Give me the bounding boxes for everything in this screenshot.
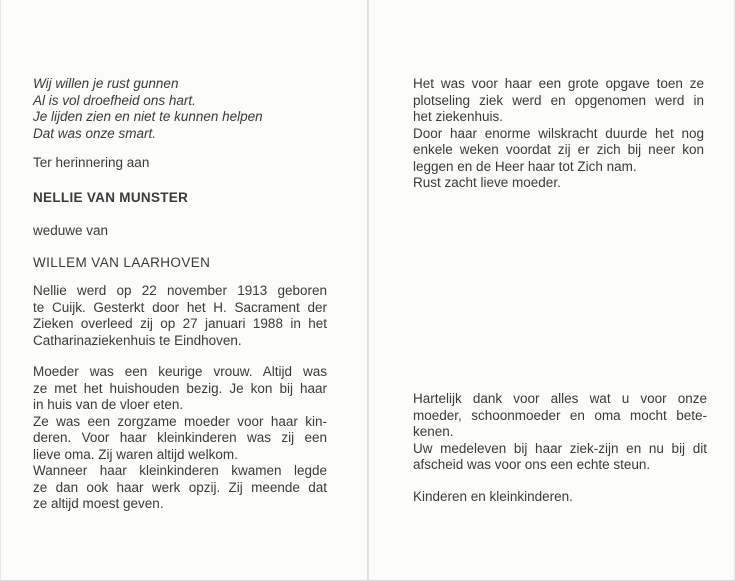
illness-line: plotseling ziek werd en opgenomen werd in (413, 92, 704, 108)
thanks-paragraph (413, 391, 707, 474)
character-line: ze altijd moest geven. (33, 496, 164, 511)
illness-line: leggen en de Heer haar tot Zich nam. (413, 158, 637, 174)
character-line: Ze was een zorgzame moeder voor haar kin- (33, 413, 327, 429)
husband-name: WILLEM VAN LAARHOVEN (33, 255, 211, 270)
illness-line: enkele weken voordat zij er zich bij neer kon (413, 142, 704, 157)
poem-line: Dat was onze smart. (33, 125, 157, 141)
deceased-name: NELLIE VAN MUNSTER (33, 190, 189, 205)
character-line: Wanneer haar kleinkinderen kwamen legde (33, 463, 327, 478)
poem-line: Wij willen je rust gunnen (33, 76, 179, 91)
illness-line: Rust zacht lieve moeder. (413, 175, 561, 190)
widow-of-label: weduwe van (33, 223, 109, 238)
memorial-poem (33, 76, 263, 142)
poem-line: Je lijden zien en niet te kunnen helpen (33, 109, 263, 124)
character-line: in huis van de vloer eten. (33, 397, 184, 412)
illness-line: het ziekenhuis. (413, 109, 504, 124)
character-line: ze met het huishouden bezig. Je kon bij haar (33, 380, 327, 396)
character-paragraph (33, 364, 327, 513)
signoff: Kinderen en kleinkinderen. (413, 489, 573, 504)
thanks-line: kenen. (413, 424, 454, 439)
thanks-line: Hartelijk dank voor alles wat u voor onze (413, 391, 707, 406)
biography-line: Catharinaziekenhuis te Eindhoven. (33, 332, 242, 348)
thanks-line: Uw medeleven bij haar ziek-zijn en nu bij dit (413, 440, 707, 456)
biography-line: Zieken overleed zij op 27 januari 1988 in het (33, 316, 327, 331)
biography-line: Nellie werd op 22 november 1913 geboren (33, 283, 327, 298)
thanks-line: afscheid was voor ons een echte steun. (413, 457, 651, 472)
remembrance-label: Ter herinnering aan (33, 155, 150, 170)
character-line: lieve oma. Zij waren altijd welkom. (33, 446, 238, 462)
biography-line: te Cuijk. Gesterkt door het H. Sacrament der (33, 299, 327, 315)
thanks-line: moeder, schoonmoeder en oma mocht bete- (413, 407, 707, 423)
poem-line: Al is vol droefheid ons hart. (33, 92, 196, 108)
biography-paragraph (33, 283, 327, 349)
illness-line: Door haar enorme wilskracht duurde het nog (413, 125, 704, 141)
illness-paragraph (413, 76, 704, 192)
character-line: deren. Voor haar kleinkinderen was zij een (33, 430, 327, 445)
character-line: Moeder was een keurige vrouw. Altijd was (33, 364, 327, 379)
card-fold (367, 0, 369, 581)
character-line: ze dan ook haar werk opzij. Zij meende dat (33, 479, 327, 495)
illness-line: Het was voor haar een grote opgave toen ze (413, 76, 704, 91)
